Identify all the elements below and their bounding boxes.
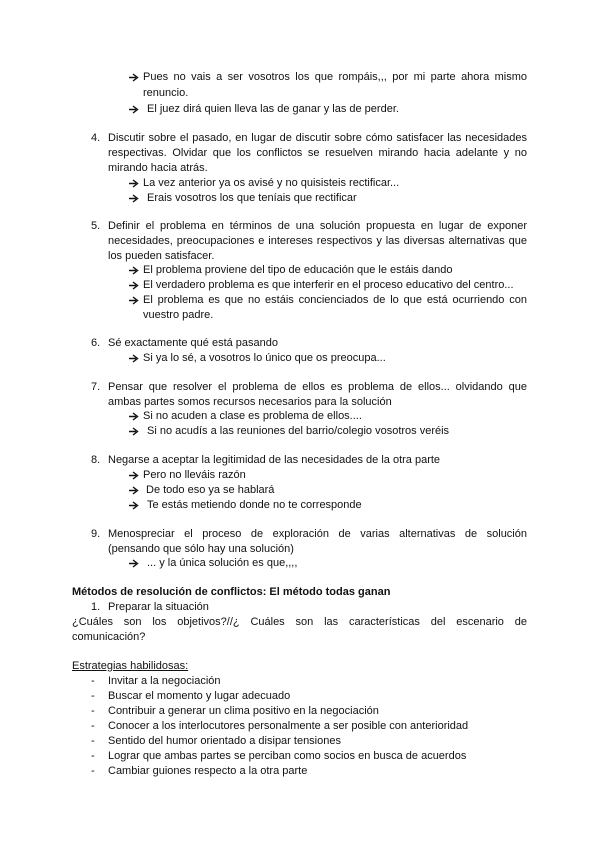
arrow-right-icon — [129, 278, 139, 290]
list-number: 7. — [91, 381, 101, 393]
arrow-right-icon — [129, 176, 139, 188]
bullet-item — [129, 498, 362, 513]
bullet-item — [129, 70, 527, 85]
bullet-text: De todo eso ya se hablará — [146, 484, 275, 496]
text-line: Menospreciar el proceso de exploración de varias alternativas de solución — [108, 528, 527, 540]
strategy-item: Cambiar guiones respecto a la otra parte — [108, 765, 308, 777]
bullet-item — [129, 556, 297, 571]
bullet-text: La vez anterior ya os avisé y no quisisteis rectificar... — [143, 177, 400, 189]
text-line: necesidades, preocupaciones e intereses respectivos y las diversas alternativas que — [108, 235, 527, 247]
bullet-text: Pues no vais a ser vosotros los que rompáis,,, por mi parte ahora mismo — [143, 71, 527, 83]
text-line: ¿Cuáles son los objetivos?//¿ Cuáles son las características del escenario de — [72, 616, 527, 628]
arrow-right-icon — [129, 424, 139, 436]
strategy-item: Invitar a la negociación — [108, 675, 221, 687]
dash-bullet: - — [91, 750, 95, 762]
strategy-item: Lograr que ambas partes se perciban como socios en busca de acuerdos — [108, 750, 467, 762]
bullet-item — [129, 176, 399, 191]
text-line: mirando hacia atrás. — [108, 162, 208, 174]
strategy-item: Sentido del humor orientado a disipar tensiones — [108, 735, 341, 747]
arrow-right-icon — [129, 191, 139, 203]
list-item-text: Preparar la situación — [108, 601, 209, 613]
bullet-item — [129, 424, 449, 439]
strategies-title: Estrategias habilidosas: — [72, 660, 189, 672]
bullet-item — [129, 191, 357, 206]
question-paragraph — [72, 615, 527, 645]
arrow-right-icon — [129, 293, 139, 305]
dash-bullet: - — [91, 690, 95, 702]
bullet-item — [129, 102, 399, 117]
bullet-text: ... y la única solución es que,,,, — [147, 557, 298, 569]
dash-bullet: - — [91, 735, 95, 747]
bullet-text: Te estás metiendo donde no te corresponde — [147, 499, 362, 511]
text-line: comunicación? — [72, 631, 146, 643]
list-item-text — [108, 380, 527, 410]
bullet-text-continuation: vuestro padre. — [143, 309, 214, 321]
text-line: Discutir sobre el pasado, en lugar de discutir sobre cómo satisfacer las necesidades — [108, 132, 527, 144]
list-item-text: Sé exactamente qué está pasando — [108, 337, 279, 349]
dash-bullet: - — [91, 705, 95, 717]
bullet-item — [129, 468, 246, 483]
bullet-item — [129, 293, 527, 308]
bullet-item — [129, 483, 274, 498]
list-number: 8. — [91, 454, 101, 466]
bullet-text: El problema proviene del tipo de educación que le estáis dando — [143, 264, 453, 276]
bullet-item — [129, 351, 386, 366]
list-number: 1. — [91, 601, 101, 613]
bullet-text: Pero no lleváis razón — [143, 469, 246, 481]
bullet-item — [129, 278, 514, 293]
text-line: (pensando que sólo hay una solución) — [108, 543, 294, 555]
strategy-item: Buscar el momento y lugar adecuado — [108, 690, 291, 702]
list-item-text — [108, 219, 527, 264]
list-number: 4. — [91, 132, 101, 144]
dash-bullet: - — [91, 765, 95, 777]
arrow-right-icon — [129, 498, 139, 510]
bullet-text: El problema es que no estáis concienciados de lo que está ocurriendo con — [143, 294, 527, 306]
bullet-text: Si ya lo sé, a vosotros lo único que os preocupa... — [143, 352, 386, 364]
arrow-right-icon — [129, 468, 139, 480]
arrow-right-icon — [129, 70, 139, 82]
dash-bullet: - — [91, 675, 95, 687]
text-line: Definir el problema en términos de una solución propuesta en lugar de exponer — [108, 220, 527, 232]
bullet-item — [129, 263, 452, 278]
bullet-item — [129, 409, 362, 424]
arrow-right-icon — [129, 409, 139, 421]
text-line: ambas partes somos recursos necesarios para la solución — [108, 396, 392, 408]
list-item-text — [108, 131, 527, 176]
bullet-text: El juez dirá quien lleva las de ganar y las de perder. — [147, 103, 399, 115]
strategy-item: Conocer a los interlocutores personalmente a ser posible con anterioridad — [108, 720, 469, 732]
list-item-text — [108, 527, 527, 557]
list-item-text: Negarse a aceptar la legitimidad de las necesidades de la otra parte — [108, 454, 441, 466]
arrow-right-icon — [129, 351, 139, 363]
bullet-text: El verdadero problema es que interferir en el proceso educativo del centro... — [143, 279, 514, 291]
list-number: 6. — [91, 337, 101, 349]
bullet-text: Si no acuden a clase es problema de ellos.... — [143, 410, 362, 422]
list-number: 9. — [91, 528, 101, 540]
arrow-right-icon — [129, 263, 139, 275]
arrow-right-icon — [129, 556, 139, 568]
bullet-text: Erais vosotros los que teníais que rectificar — [147, 192, 357, 204]
bullet-text: Si no acudís a las reuniones del barrio/colegio vosotros veréis — [147, 425, 450, 437]
bullet-text-continuation: renuncio. — [143, 87, 189, 99]
text-line: los pueden satisfacer. — [108, 250, 215, 262]
text-line: respectivas. Olvidar que los conflictos se resuelven mirando hacia adelante y no — [108, 147, 527, 159]
arrow-right-icon — [129, 483, 139, 495]
list-number: 5. — [91, 220, 101, 232]
arrow-right-icon — [129, 102, 139, 114]
section-heading: Métodos de resolución de conflictos: El método todas ganan — [72, 586, 391, 598]
text-line: Pensar que resolver el problema de ellos es problema de ellos... olvidando que — [108, 381, 527, 393]
strategy-item: Contribuir a generar un clima positivo en la negociación — [108, 705, 379, 717]
dash-bullet: - — [91, 720, 95, 732]
